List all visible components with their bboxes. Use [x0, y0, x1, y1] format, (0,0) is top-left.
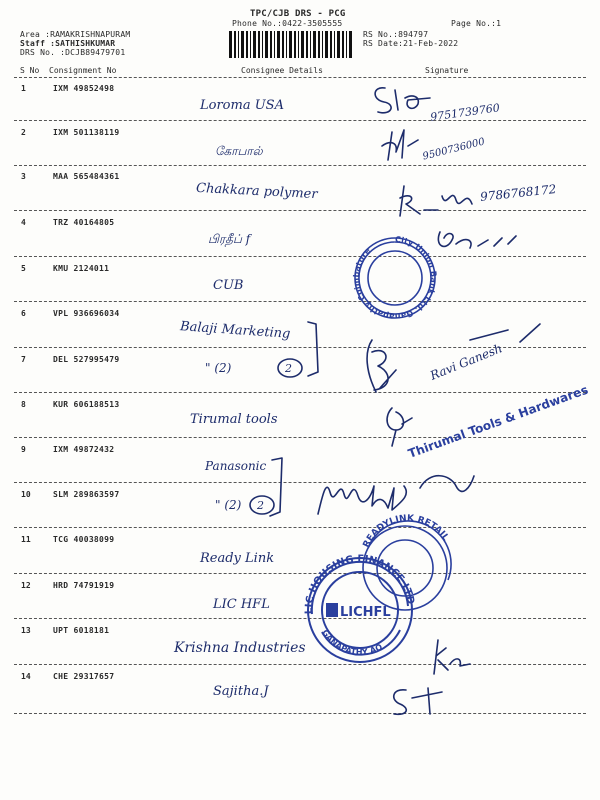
row-sno: 5 — [21, 264, 26, 273]
barcode-bar — [349, 31, 352, 58]
row-consignee: Ready Link — [200, 551, 275, 566]
row-consignee: " (2) — [205, 361, 232, 375]
barcode-bar — [262, 31, 263, 58]
barcode-bar — [306, 31, 308, 58]
page-number: Page No.:1 — [451, 19, 502, 28]
drs-number: DRS No. :DCJB89479701 — [20, 48, 126, 57]
row-divider — [14, 210, 586, 211]
row-consignee: " (2) — [215, 498, 242, 512]
column-header-consignee: Consignee Details — [241, 66, 323, 75]
rs-number: RS No.:894797 — [363, 30, 429, 39]
barcode-bar — [282, 31, 284, 58]
row-consignment: TCG 40038099 — [53, 535, 115, 544]
barcode-bar — [258, 31, 260, 58]
barcode-bar — [289, 31, 292, 58]
staff-field: Staff :SATHISHKUMAR — [20, 39, 116, 48]
svg-text:2: 2 — [257, 499, 264, 512]
row-divider — [14, 301, 586, 302]
row-consignment: CHE 29317657 — [53, 672, 115, 681]
row-signature-phone: 9786768172 — [479, 182, 557, 204]
phone-number: Phone No.:0422-3505555 — [232, 19, 343, 28]
row-consignee: Panasonic — [205, 459, 267, 473]
row-consignee: LIC HFL — [213, 597, 270, 612]
row-consignee: Chakkara polymer — [195, 180, 318, 203]
barcode-bar — [298, 31, 299, 58]
column-header-signature: Signature — [425, 66, 469, 75]
row-consignment: KUR 606188513 — [53, 400, 120, 409]
barcode-bar — [253, 31, 256, 58]
row-sno: 1 — [21, 84, 26, 93]
barcode-bar — [246, 31, 248, 58]
row-signature-phone: 9500736000 — [421, 136, 487, 163]
row-sno: 13 — [21, 626, 31, 635]
barcode-bar — [310, 31, 311, 58]
barcode-bar — [250, 31, 251, 58]
row-sno: 14 — [21, 672, 31, 681]
barcode-bar — [342, 31, 344, 58]
tools-stamp: Thirumal Tools & Hardwares — [406, 382, 590, 461]
retail-stamp-text: READYLINK RETAIL — [361, 513, 451, 550]
area-field: Area :RAMAKRISHNAPURAM — [20, 30, 131, 39]
barcode-bar — [337, 31, 340, 58]
barcode-bar — [325, 31, 328, 58]
table-row — [0, 84, 600, 128]
row-divider — [14, 527, 586, 528]
row-sno: 4 — [21, 218, 26, 227]
row-divider — [14, 573, 586, 574]
barcode-bar — [330, 31, 332, 58]
barcode-bar — [234, 31, 236, 58]
row-sno: 6 — [21, 309, 26, 318]
barcode-bar — [241, 31, 244, 58]
barcode-bar — [294, 31, 296, 58]
row-consignment: IXM 49852498 — [53, 84, 115, 93]
row-signature-phone: 9751739760 — [429, 101, 501, 124]
column-header-sno: S No — [20, 66, 40, 75]
row-consignee: Balaji Marketing — [179, 319, 291, 342]
barcode-bar — [277, 31, 280, 58]
rs-date: RS Date:21-Feb-2022 — [363, 39, 459, 48]
row-consignee: Loroma USA — [200, 98, 284, 113]
row-sno: 11 — [21, 535, 31, 544]
row-signature: Ravi Ganesh — [428, 341, 505, 383]
row-consignment: TRZ 40164805 — [53, 218, 115, 227]
table-row — [0, 672, 600, 716]
row-consignment: IXM 501138119 — [53, 128, 120, 137]
row-sno: 12 — [21, 581, 31, 590]
row-divider — [14, 256, 586, 257]
lic-logo: LICHFL — [340, 605, 391, 620]
row-consignment: MAA 565484361 — [53, 172, 120, 181]
row-divider — [14, 664, 586, 665]
row-consignee: Tirumal tools — [190, 412, 278, 427]
svg-text:2: 2 — [285, 362, 292, 375]
row-consignment: DEL 527995479 — [53, 355, 120, 364]
row-divider — [14, 713, 586, 714]
row-sno: 10 — [21, 490, 31, 499]
barcode-bar — [334, 31, 335, 58]
row-divider — [14, 618, 586, 619]
row-sno: 2 — [21, 128, 26, 137]
row-divider — [14, 392, 586, 393]
row-consignment: SLM 289863597 — [53, 490, 120, 499]
row-sno: 3 — [21, 172, 26, 181]
row-consignee: Sajitha.J — [213, 684, 269, 699]
barcode-bar — [346, 31, 347, 58]
barcode-bar — [274, 31, 275, 58]
barcode-bar — [301, 31, 304, 58]
lic-stamp-text: LIC HOUSING FINANCE LTD — [303, 553, 416, 615]
row-divider — [14, 120, 586, 121]
row-consignment: VPL 936696034 — [53, 309, 120, 318]
document-title: TPC/CJB DRS - PCG — [250, 9, 346, 19]
row-divider — [14, 165, 586, 166]
row-consignment: UPT 6018181 — [53, 626, 110, 635]
row-divider — [14, 482, 586, 483]
barcode-bar — [286, 31, 287, 58]
row-consignee: CUB — [213, 278, 244, 293]
column-header-consignment: Consignment No — [49, 66, 117, 75]
bank-stamp-text: City Union Bank Ltd. Ganapathy Coimbatore — [351, 234, 439, 322]
barcode-bar — [313, 31, 316, 58]
row-consignment: IXM 49872432 — [53, 445, 115, 454]
row-consignee: பிரதீப் f — [208, 232, 251, 246]
barcode-bar — [238, 31, 239, 58]
lic-office-text: GANAPATHY AO — [320, 628, 384, 657]
barcode-bar — [318, 31, 320, 58]
row-sno: 8 — [21, 400, 26, 409]
row-sno: 7 — [21, 355, 26, 364]
header-divider — [14, 77, 586, 78]
row-consignment: HRD 74791919 — [53, 581, 115, 590]
barcode-bar — [265, 31, 268, 58]
row-consignee: Krishna Industries — [174, 640, 306, 656]
barcode-bar — [322, 31, 323, 58]
row-divider — [14, 437, 586, 438]
barcode-bar — [270, 31, 272, 58]
row-consignment: KMU 2124011 — [53, 264, 110, 273]
row-consignee: கோபால் — [215, 144, 263, 158]
row-sno: 9 — [21, 445, 26, 454]
barcode-bar — [229, 31, 232, 58]
barcode — [229, 31, 354, 58]
